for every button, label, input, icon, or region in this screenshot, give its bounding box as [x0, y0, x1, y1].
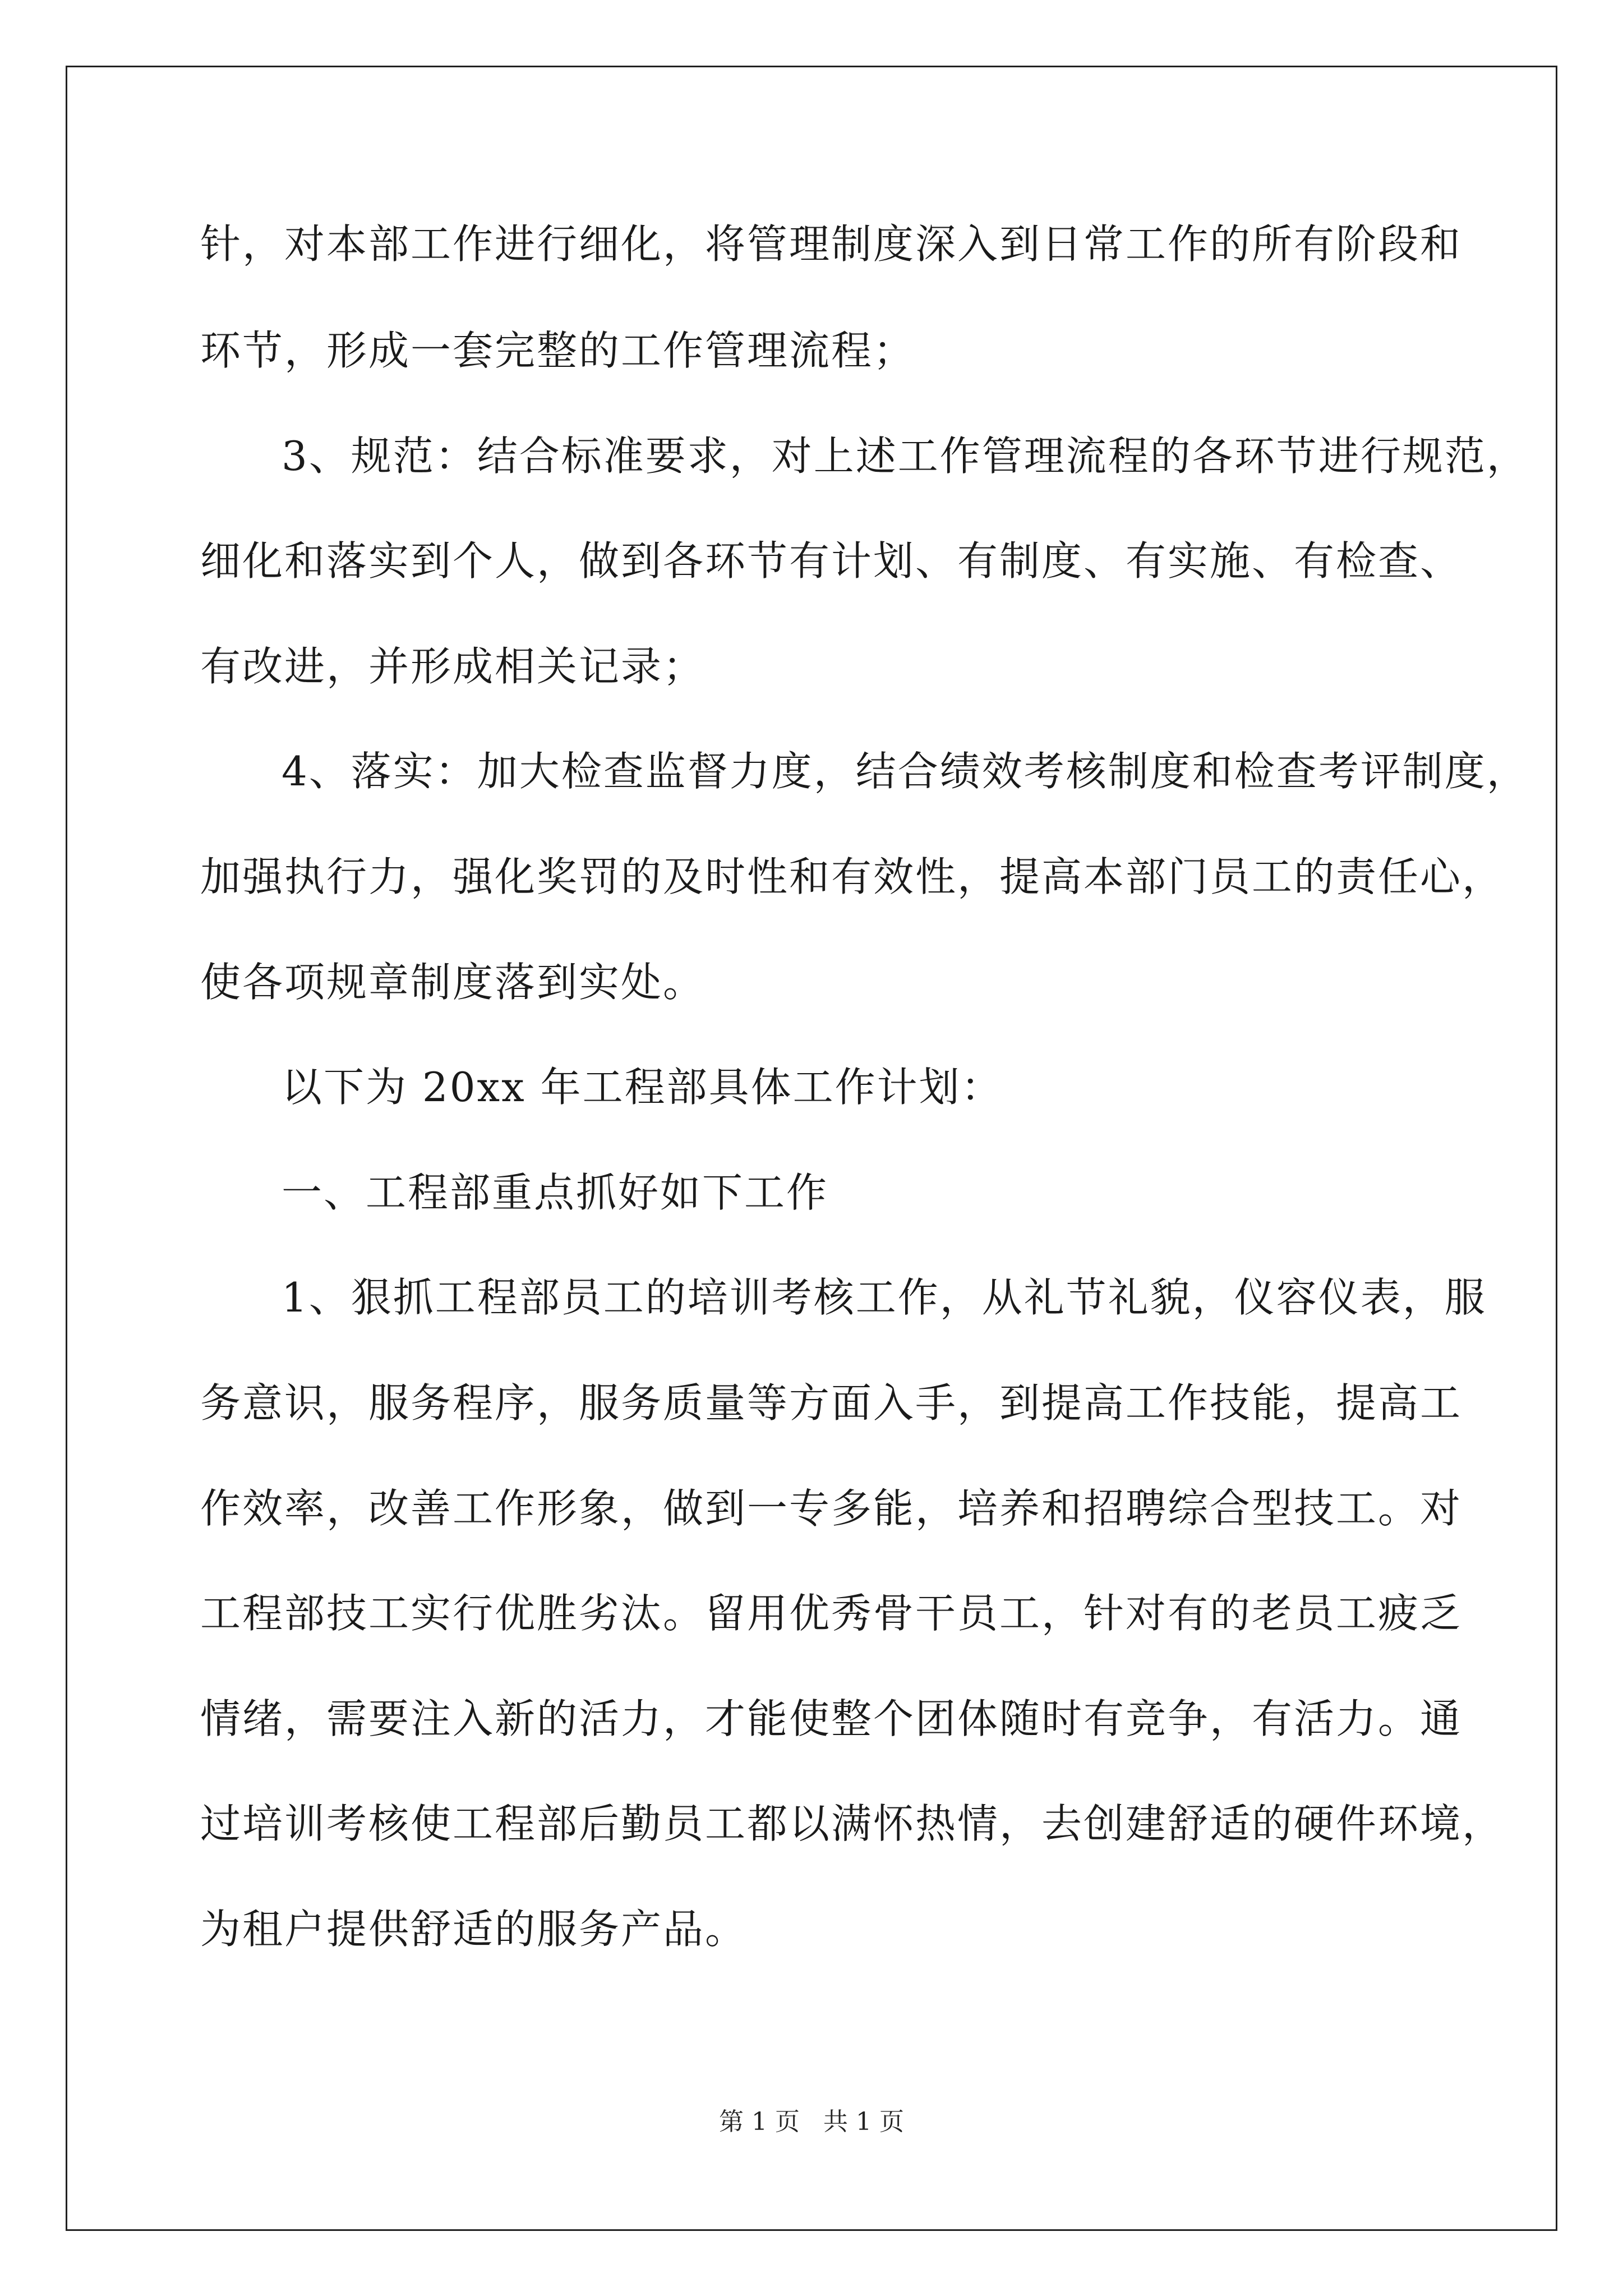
text-line: 过培训考核使工程部后勤员工都以满怀热情，去创建舒适的硬件环境，: [200, 1800, 1505, 1847]
text-line: 有改进，并形成相关记录；: [200, 643, 706, 690]
text-line: 一、工程部重点抓好如下工作: [282, 1169, 829, 1216]
text-line: 为租户提供舒适的服务产品。: [200, 1906, 748, 1953]
page-number-footer: 第 1 页 共 1 页: [719, 2108, 904, 2136]
text-line: 以下为 20xx 年工程部具体工作计划：: [282, 1064, 1003, 1111]
text-line: 务意识，服务程序，服务质量等方面入手，到提高工作技能，提高工: [200, 1379, 1463, 1427]
text-line: 环节，形成一套完整的工作管理流程；: [200, 327, 916, 374]
text-line: 1、狠抓工程部员工的培训考核工作，从礼节礼貌，仪容仪表，服: [282, 1274, 1487, 1321]
text-line: 针，对本部工作进行细化，将管理制度深入到日常工作的所有阶段和: [200, 220, 1463, 268]
text-line: 4、落实：加大检查监督力度，结合绩效考核制度和检查考评制度，: [282, 748, 1529, 795]
text-line: 加强执行力，强化奖罚的及时性和有效性，提高本部门员工的责任心，: [200, 853, 1505, 900]
text-line: 使各项规章制度落到实处。: [200, 959, 706, 1006]
text-line: 细化和落实到个人，做到各环节有计划、有制度、有实施、有检查、: [200, 537, 1463, 585]
text-line: 工程部技工实行优胜劣汰。留用优秀骨干员工，针对有的老员工疲乏: [200, 1590, 1463, 1637]
text-line: 作效率，改善工作形象，做到一专多能，培养和招聘综合型技工。对: [200, 1485, 1463, 1532]
text-line: 3、规范：结合标准要求，对上述工作管理流程的各环节进行规范，: [282, 432, 1529, 480]
text-line: 情绪，需要注入新的活力，才能使整个团体随时有竞争，有活力。通: [200, 1695, 1463, 1742]
